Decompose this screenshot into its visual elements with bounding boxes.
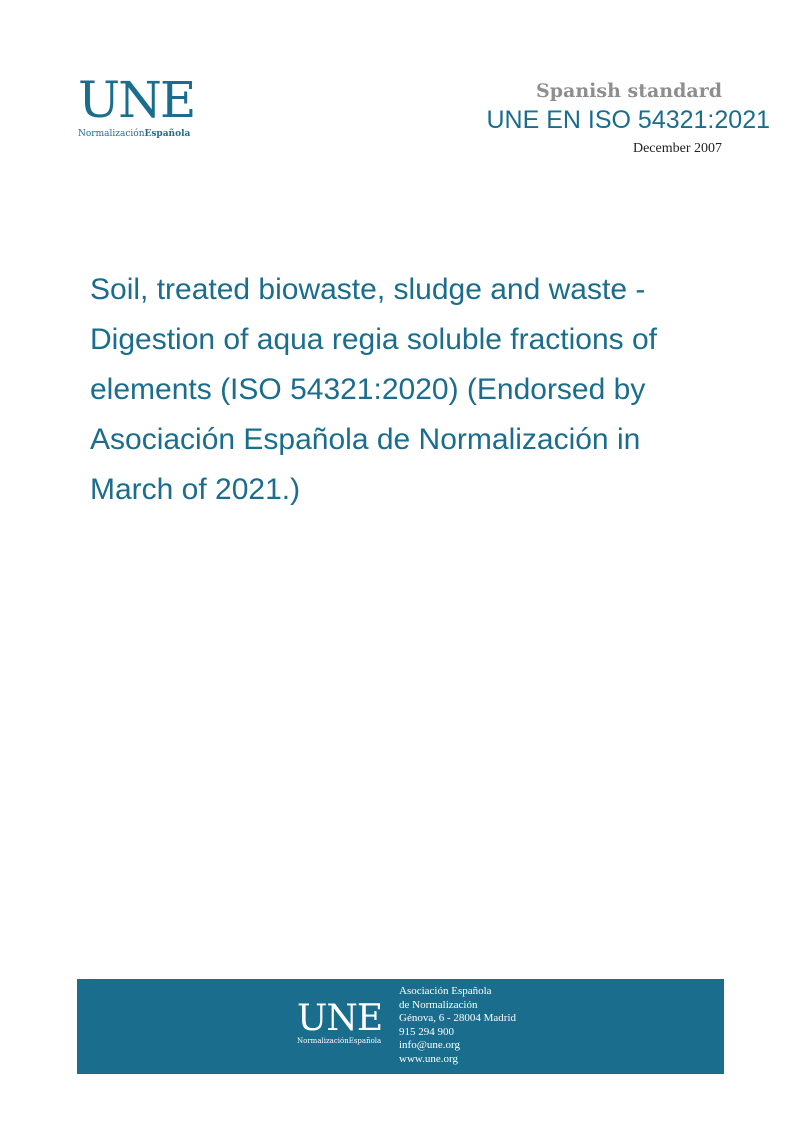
une-logo-text: UNE <box>78 71 195 129</box>
footer-logo-subtitle <box>297 1037 387 1045</box>
footer-website[interactable]: www.une.org <box>399 1052 458 1065</box>
footer-phone: 915 294 900 <box>399 1025 454 1038</box>
standard-type: Spanish standard <box>536 80 722 102</box>
footer-contact-info <box>399 985 516 1066</box>
standard-header <box>487 80 771 157</box>
footer-org-name-line2: de Normalización <box>399 998 478 1011</box>
footer-address: Génova, 6 - 28004 Madrid <box>399 1012 517 1024</box>
footer-logo-subtitle-part2: Española <box>348 1037 382 1045</box>
footer-logo-text: UNE <box>297 998 383 1039</box>
standard-code: UNE EN ISO 54321:2021 <box>486 106 770 134</box>
une-logo-subtitle-part2: Española <box>144 129 191 139</box>
footer-une-logo <box>297 998 387 1045</box>
footer-email[interactable]: info@une.org <box>399 1039 460 1051</box>
une-logo-subtitle-part1: Normalización <box>78 129 145 139</box>
standard-date: December 2007 <box>632 141 722 156</box>
une-logo <box>78 71 195 139</box>
footer-org-name-line1: Asociación Española <box>399 985 492 997</box>
footer-logo-subtitle-part1: Normalización <box>297 1037 349 1045</box>
footer-banner <box>77 979 724 1074</box>
document-title: Soil, treated biowaste, sludge and waste - Digestion of aqua regia soluble fractions of elements (ISO 54321:2020) (Endorsed by Asociación Española de Normalización in March of 2021.) <box>90 273 658 506</box>
une-logo-subtitle <box>78 129 193 139</box>
